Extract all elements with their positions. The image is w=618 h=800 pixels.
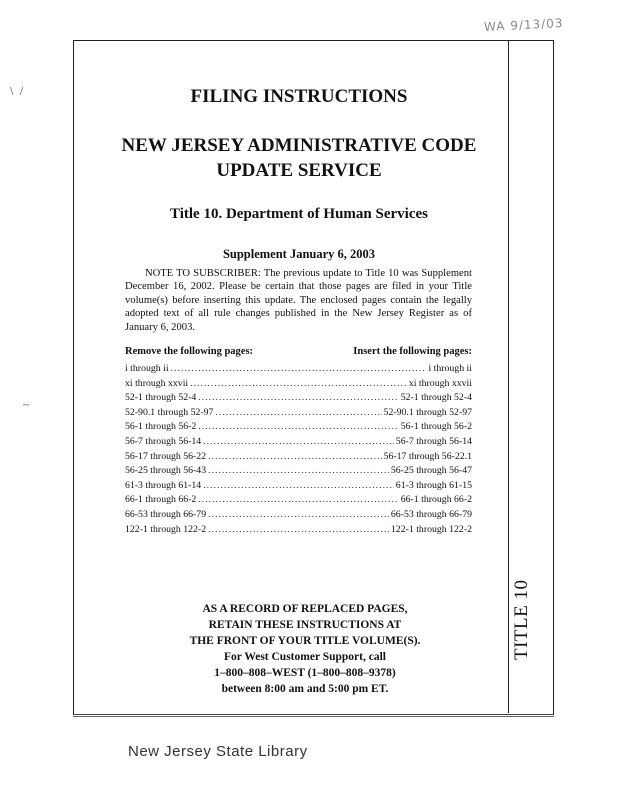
insert-header: Insert the following pages:	[353, 346, 472, 357]
remove-cell: xi through xxvii	[125, 377, 189, 389]
supplement-date: Supplement January 6, 2003	[222, 247, 376, 261]
record-line: AS A RECORD OF REPLACED PAGES,	[202, 603, 408, 615]
pages-table-header	[125, 346, 472, 357]
table-row	[125, 420, 472, 435]
remove-header: Remove the following pages:	[125, 346, 254, 357]
insert-cell: 61-3 through 61-15	[395, 479, 472, 491]
code-title-line2: UPDATE SERVICE	[216, 160, 382, 181]
remove-cell: 56-17 through 56-22	[125, 450, 207, 462]
insert-cell: 56-17 through 56-22.1	[383, 450, 472, 462]
table-row	[125, 362, 472, 377]
table-row	[125, 377, 472, 392]
dot-leader	[208, 508, 389, 523]
remove-cell: 122-1 through 122-2	[125, 523, 207, 535]
dot-leader	[203, 479, 394, 494]
code-title	[90, 133, 508, 183]
department-title: Title 10. Department of Human Services	[169, 206, 429, 222]
table-row	[125, 508, 472, 523]
dot-leader	[198, 391, 398, 406]
record-line: THE FRONT OF YOUR TITLE VOLUME(S).	[189, 635, 421, 647]
table-row	[125, 435, 472, 450]
dot-leader	[171, 362, 427, 377]
insert-cell: 56-1 through 56-2	[400, 421, 472, 433]
scan-mark: ~	[22, 400, 31, 411]
insert-cell: 66-53 through 66-79	[390, 508, 472, 520]
dot-leader	[190, 377, 407, 392]
remove-cell: 66-1 through 66-2	[125, 494, 197, 506]
code-title-line1: NEW JERSEY ADMINISTRATIVE CODE	[121, 135, 477, 156]
insert-cell: 122-1 through 122-2	[390, 523, 472, 535]
record-line: 1–800–808–WEST (1–800–808–9378)	[214, 667, 396, 679]
insert-cell: i through ii	[428, 363, 472, 374]
scan-mark: \ /	[10, 86, 24, 97]
dot-leader	[198, 420, 398, 435]
remove-cell: 56-25 through 56-43	[125, 465, 207, 477]
document-heading: FILING INSTRUCTIONS	[190, 86, 408, 107]
table-row	[125, 479, 472, 494]
table-row	[125, 450, 472, 465]
table-row	[125, 406, 472, 421]
insert-cell: 56-7 through 56-14	[395, 435, 472, 447]
insert-cell: 66-1 through 66-2	[400, 494, 472, 506]
remove-cell: 56-7 through 56-14	[125, 435, 202, 447]
library-stamp: New Jersey State Library	[128, 743, 308, 760]
dot-leader	[208, 464, 389, 479]
title-tab-label: TITLE 10	[511, 579, 532, 660]
record-line: RETAIN THESE INSTRUCTIONS AT	[208, 619, 402, 631]
dot-leader	[208, 523, 389, 538]
subscriber-note: NOTE TO SUBSCRIBER: The previous update to Title 10 was Supplement December 16, 2002. Please be certain that those pages are filed in your Title volume(s) before inserting this update. The enclosed pages contain the legally adopted text of all rule changes published in the New Jersey Register as of January 6, 2003.	[125, 268, 472, 333]
dot-leader	[208, 450, 381, 465]
table-row	[125, 391, 472, 406]
remove-cell: 61-3 through 61-14	[125, 479, 202, 491]
remove-cell: i through ii	[125, 363, 169, 374]
record-notice	[150, 601, 460, 697]
page-border-bottom	[73, 716, 554, 717]
handwritten-note: WA 9/13/03	[483, 15, 564, 35]
insert-cell: 52-1 through 52-4	[400, 392, 472, 404]
insert-cell: xi through xxvii	[408, 377, 472, 389]
insert-cell: 52-90.1 through 52-97	[383, 406, 472, 418]
remove-cell: 56-1 through 56-2	[125, 421, 197, 433]
remove-cell: 52-1 through 52-4	[125, 392, 197, 404]
table-row	[125, 523, 472, 538]
remove-cell: 52-90.1 through 52-97	[125, 406, 214, 418]
record-line: between 8:00 am and 5:00 pm ET.	[221, 683, 389, 695]
table-row	[125, 493, 472, 508]
table-row	[125, 464, 472, 479]
dot-leader	[203, 435, 394, 450]
dot-leader	[198, 493, 398, 508]
insert-cell: 56-25 through 56-47	[390, 465, 472, 477]
remove-cell: 66-53 through 66-79	[125, 508, 207, 520]
record-line: For West Customer Support, call	[224, 651, 386, 663]
pages-table	[125, 362, 472, 537]
dot-leader	[215, 406, 381, 421]
